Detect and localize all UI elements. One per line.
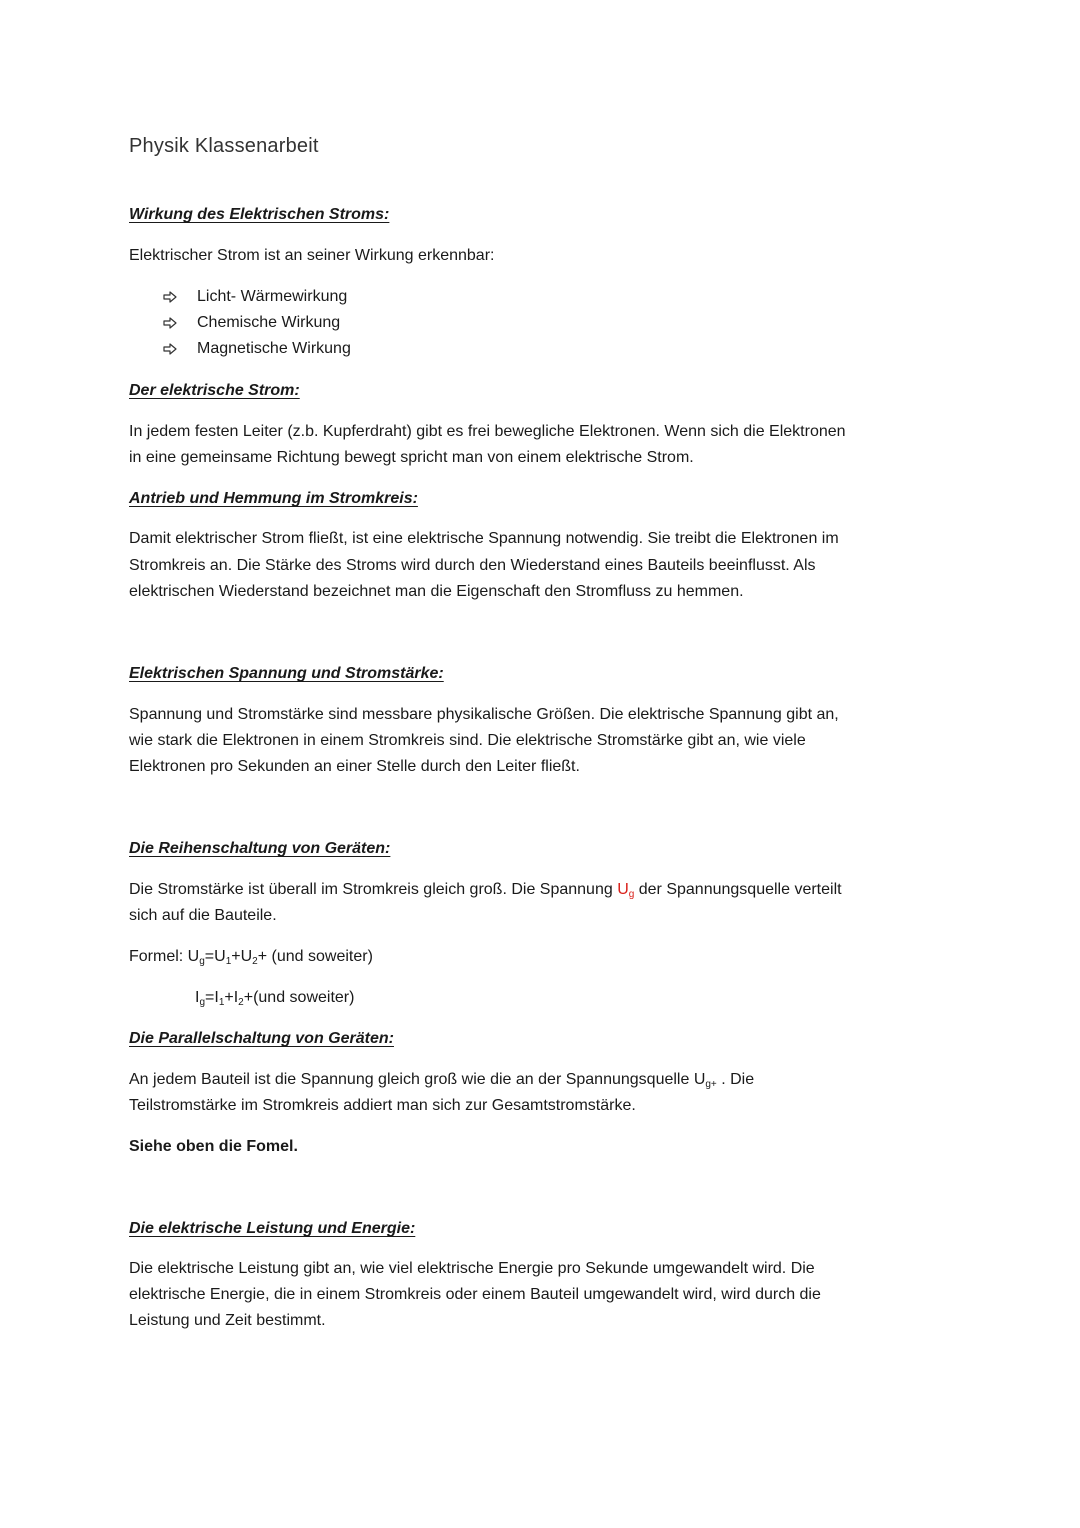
section-heading-strom: Der elektrische Strom:: [129, 382, 300, 399]
paragraph-line: Stromkreis an. Die Stärke des Stroms wird durch den Wiederstand eines Bauteils beeinflusst. Als: [129, 557, 816, 574]
section-heading-antrieb: Antrieb und Hemmung im Stromkreis:: [129, 490, 418, 507]
formula-current: [195, 989, 354, 1007]
subscript: 2: [252, 956, 258, 967]
text-run: Formel: U: [129, 948, 200, 965]
paragraph-line: elektrischen Wiederstand bezeichnet man die Eigenschaft den Stromfluss zu hemmen.: [129, 583, 744, 600]
subscript: g: [628, 889, 635, 900]
list-item-label: Magnetische Wirkung: [197, 340, 351, 357]
text-run: =U: [204, 948, 226, 965]
document-title: Physik Klassenarbeit: [129, 135, 319, 157]
text-run: =I: [205, 989, 219, 1006]
arrow-right-icon: [163, 343, 177, 355]
paragraph-line: sich auf die Bauteile.: [129, 907, 277, 924]
paragraph-line: [129, 881, 842, 899]
text-run: der Spannungsquelle verteilt: [634, 881, 842, 898]
paragraph-line: in eine gemeinsame Richtung bewegt spricht man von einem elektrische Strom.: [129, 449, 694, 466]
paragraph-line: Leistung und Zeit bestimmt.: [129, 1312, 326, 1329]
text-run: . Die: [716, 1071, 755, 1088]
section-heading-reihenschaltung: Die Reihenschaltung von Geräten:: [129, 840, 391, 857]
formula-voltage: [129, 948, 373, 966]
subscript: g: [199, 956, 205, 967]
voltage-symbol: [617, 881, 634, 898]
text-run: +I: [224, 989, 239, 1006]
section-heading-wirkung: Wirkung des Elektrischen Stroms:: [129, 206, 390, 223]
paragraph-line: Damit elektrischer Strom fließt, ist eine elektrische Spannung notwendig. Sie treibt die Elektronen im: [129, 530, 839, 547]
paragraph-line: Elektrischer Strom ist an seiner Wirkung erkennbar:: [129, 247, 495, 264]
section-heading-leistung: Die elektrische Leistung und Energie:: [129, 1220, 416, 1237]
paragraph-line: Die elektrische Leistung gibt an, wie viel elektrische Energie pro Sekunde umgewandelt wird. Die: [129, 1260, 815, 1277]
text-run: U: [617, 881, 629, 898]
list-item-label: Chemische Wirkung: [197, 314, 341, 331]
paragraph-line: Elektronen pro Sekunden an einer Stelle durch den Leiter fließt.: [129, 758, 580, 775]
subscript: g: [199, 997, 206, 1008]
text-run: +(und soweiter): [243, 989, 355, 1006]
paragraph-line: wie stark die Elektronen in einem Stromkreis sind. Die elektrische Stromstärke gibt an, wie viele: [129, 732, 806, 749]
text-run: An jedem Bauteil ist die Spannung gleich groß wie die an der Spannungsquelle U: [129, 1071, 706, 1088]
paragraph-line: [129, 1071, 754, 1089]
paragraph-line: elektrische Energie, die in einem Stromkreis oder einem Bauteil umgewandelt wird, wird durch die: [129, 1286, 821, 1303]
list-item-label: Licht- Wärmewirkung: [197, 288, 348, 305]
paragraph-line: Spannung und Stromstärke sind messbare physikalische Größen. Die elektrische Spannung gibt an,: [129, 706, 839, 723]
text-run: + (und soweiter): [257, 948, 373, 965]
arrow-right-icon: [163, 291, 177, 303]
list-item: [163, 314, 340, 332]
paragraph-line: In jedem festen Leiter (z.b. Kupferdraht) gibt es frei bewegliche Elektronen. Wenn sich die Elektronen: [129, 423, 846, 440]
subscript: 2: [238, 997, 244, 1008]
section-heading-parallelschaltung: Die Parallelschaltung von Geräten:: [129, 1030, 394, 1047]
section-heading-spannung: Elektrischen Spannung und Stromstärke:: [129, 665, 444, 682]
subscript: 1: [218, 997, 225, 1008]
list-item: [163, 340, 351, 358]
arrow-right-icon: [163, 317, 177, 329]
list-item: [163, 288, 347, 306]
subscript: g+: [705, 1079, 717, 1090]
text-run: Die Stromstärke ist überall im Stromkreis gleich groß. Die Spannung: [129, 881, 618, 898]
text-run: +U: [231, 948, 253, 965]
note-text: Siehe oben die Fomel.: [129, 1138, 298, 1155]
text-run: I: [195, 989, 200, 1006]
subscript: 1: [225, 956, 232, 967]
paragraph-line: Teilstromstärke im Stromkreis addiert man sich zur Gesamtstromstärke.: [129, 1097, 636, 1114]
